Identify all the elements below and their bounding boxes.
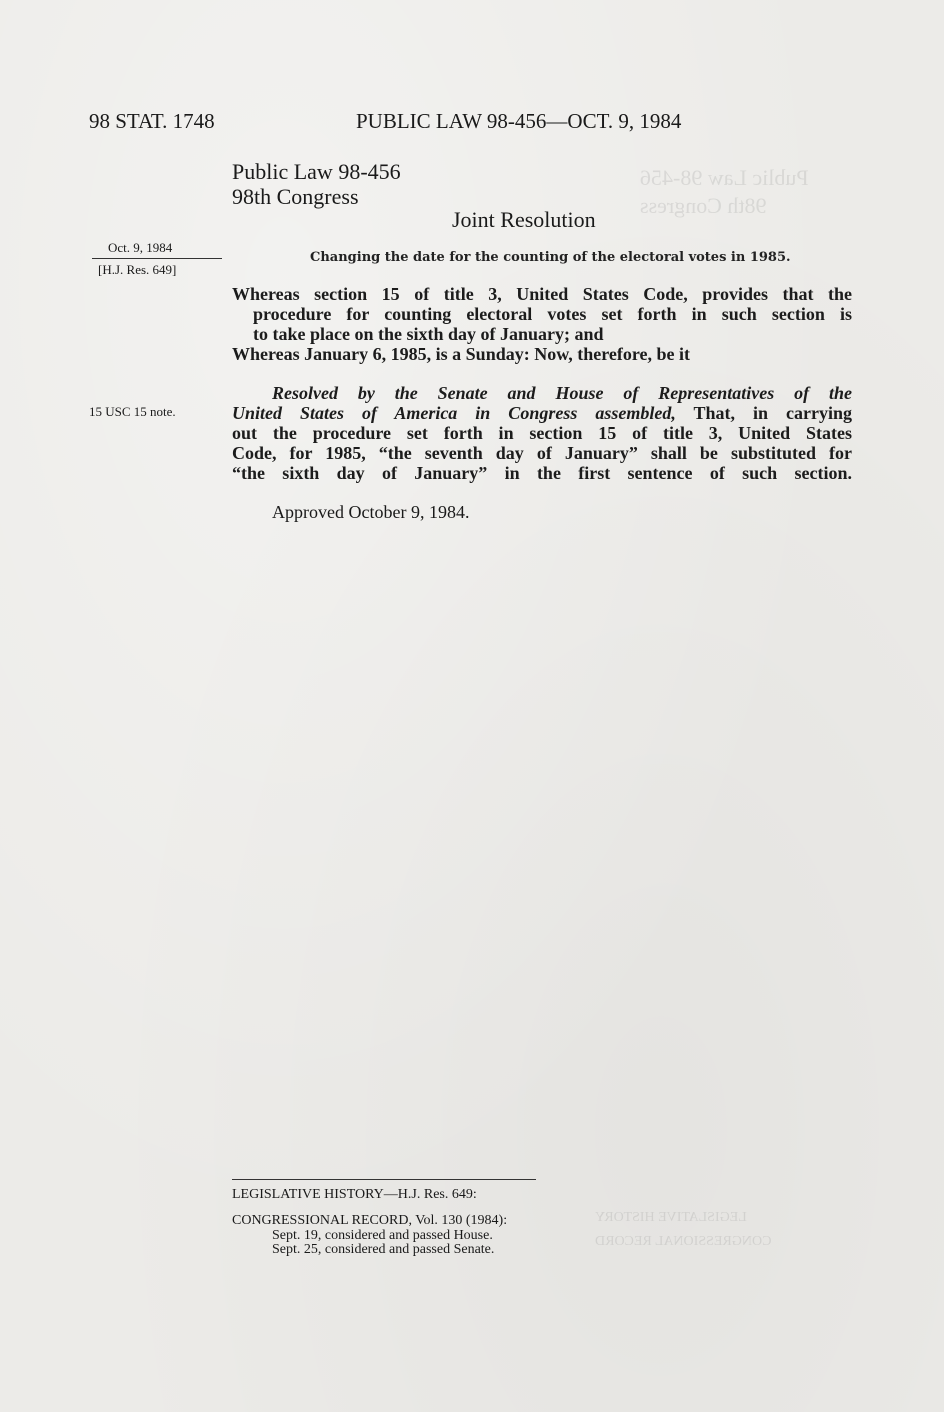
document-type-heading: Joint Resolution xyxy=(452,207,596,232)
margin-divider xyxy=(92,258,222,259)
congress-label: 98th Congress xyxy=(232,184,359,209)
approval-date: Approved October 9, 1984. xyxy=(272,502,470,522)
bleed-through-text: Public Law 98-456 xyxy=(640,165,809,190)
public-law-number: Public Law 98-456 xyxy=(232,159,401,184)
resolving-clause-italic: United States of America in Congress assembled, xyxy=(232,403,676,423)
resolving-clause-line: Code, for 1985, “the seventh day of January” shall be substituted for xyxy=(232,443,852,463)
history-entry: Sept. 25, considered and passed Senate. xyxy=(272,1242,495,1257)
bleed-through-text: CONGRESSIONAL RECORD xyxy=(595,1234,772,1249)
margin-date: Oct. 9, 1984 xyxy=(108,240,173,255)
whereas-line: to take place on the sixth day of January; and xyxy=(253,324,604,344)
resolving-clause-line: “the sixth day of January” in the first sentence of such section. xyxy=(232,463,852,483)
whereas-line: Whereas January 6, 1985, is a Sunday: Now, therefore, be it xyxy=(232,344,691,364)
history-entry: Sept. 19, considered and passed House. xyxy=(272,1228,493,1243)
resolving-clause-text: That, in carrying xyxy=(675,403,852,423)
whereas-line: Whereas section 15 of title 3, United States Code, provides that the xyxy=(232,284,852,304)
congressional-record-reference: CONGRESSIONAL RECORD, Vol. 130 (1984): xyxy=(232,1213,508,1228)
running-header: PUBLIC LAW 98-456—OCT. 9, 1984 xyxy=(356,109,682,133)
resolving-clause-line: Resolved by the Senate and House of Representatives of the xyxy=(272,383,852,403)
bleed-through-text: LEGISLATIVE HISTORY xyxy=(595,1210,747,1225)
bleed-through-text: 98th Congress xyxy=(640,193,767,218)
legislative-history-title: LEGISLATIVE HISTORY—H.J. Res. 649: xyxy=(232,1187,477,1202)
resolving-clause-line xyxy=(232,403,852,423)
resolving-clause-line: out the procedure set forth in section 15 of title 3, United States xyxy=(232,423,852,443)
purpose-line: Changing the date for the counting of the electoral votes in 1985. xyxy=(310,250,791,265)
statute-page-number: 98 STAT. 1748 xyxy=(89,109,215,133)
margin-citation: 15 USC 15 note. xyxy=(89,404,176,419)
margin-bill-number: [H.J. Res. 649] xyxy=(98,262,177,277)
footnote-divider xyxy=(232,1179,536,1180)
whereas-line: procedure for counting electoral votes set forth in such section is xyxy=(253,304,852,324)
